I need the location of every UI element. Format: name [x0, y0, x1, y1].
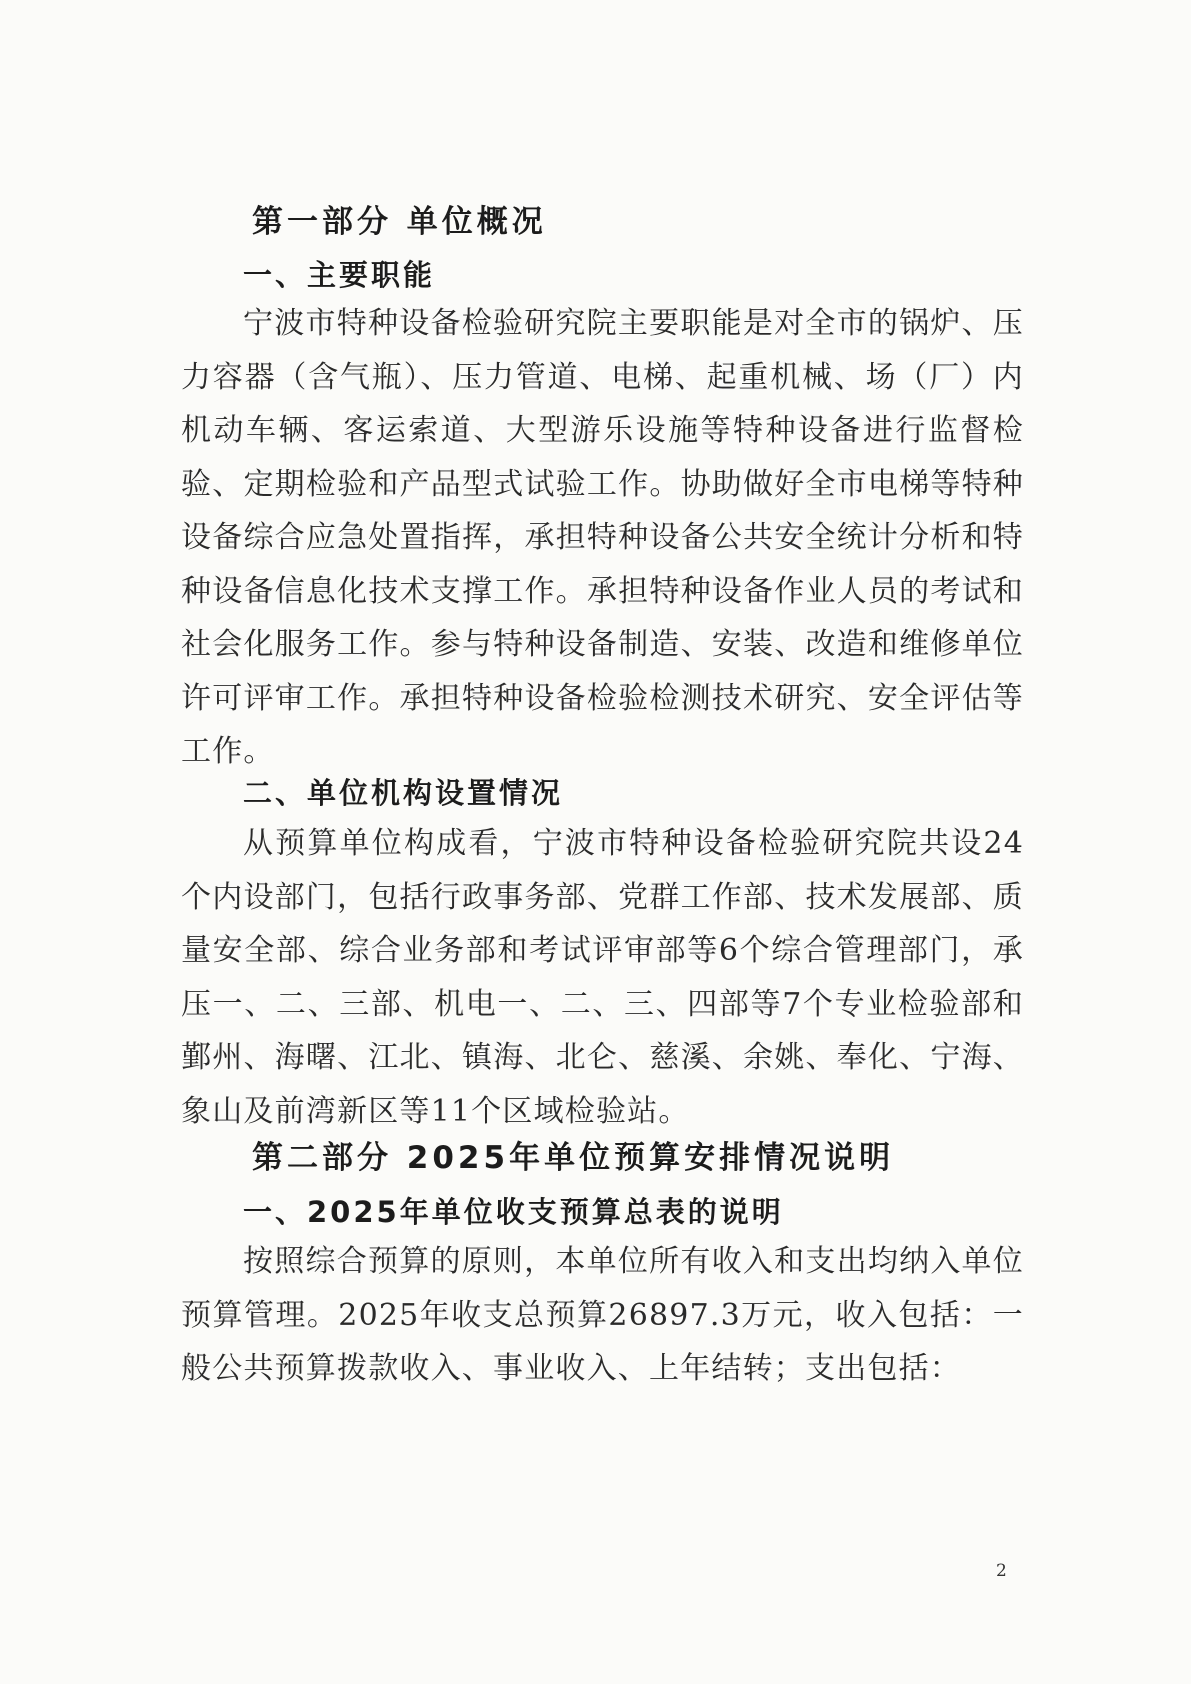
section-main-functions-heading: 一、主要职能: [243, 258, 436, 292]
page-number: 2: [996, 1561, 1007, 1581]
section-budget-summary-heading: 一、2025年单位收支预算总表的说明: [243, 1195, 784, 1229]
part-two-title: 第二部分 2025年单位预算安排情况说明: [252, 1140, 895, 1176]
section-organization-heading: 二、单位机构设置情况: [243, 776, 564, 810]
section-organization-body: 从预算单位构成看，宁波市特种设备检验研究院共设24个内设部门，包括行政事务部、党群工作部、技术发展部、质量安全部、综合业务部和考试评审部等6个综合管理部门，承压一、二、三部、机电一、二、三、四部等7个专业检验部和鄞州、海曙、江北、镇海、北仑、慈溪、余姚、奉化、宁海、象山及前湾新区等11个区域检验站。: [181, 826, 1024, 1129]
section-main-functions-body: 宁波市特种设备检验研究院主要职能是对全市的锅炉、压力容器（含气瓶）、压力管道、电梯、起重机械、场（厂）内机动车辆、客运索道、大型游乐设施等特种设备进行监督检验、定期检验和产品型式试验工作。协助做好全市电梯等特种设备综合应急处置指挥，承担特种设备公共安全统计分析和特种设备信息化技术支撑工作。承担特种设备作业人员的考试和社会化服务工作。参与特种设备制造、安装、改造和维修单位许可评审工作。承担特种设备检验检测技术研究、安全评估等工作。: [181, 306, 1024, 769]
part-one-title: 第一部分 单位概况: [252, 204, 547, 240]
section-budget-summary-body: 按照综合预算的原则，本单位所有收入和支出均纳入单位预算管理。2025年收支总预算26897.3万元，收入包括：一般公共预算拨款收入、事业收入、上年结转；支出包括：: [181, 1244, 1024, 1386]
